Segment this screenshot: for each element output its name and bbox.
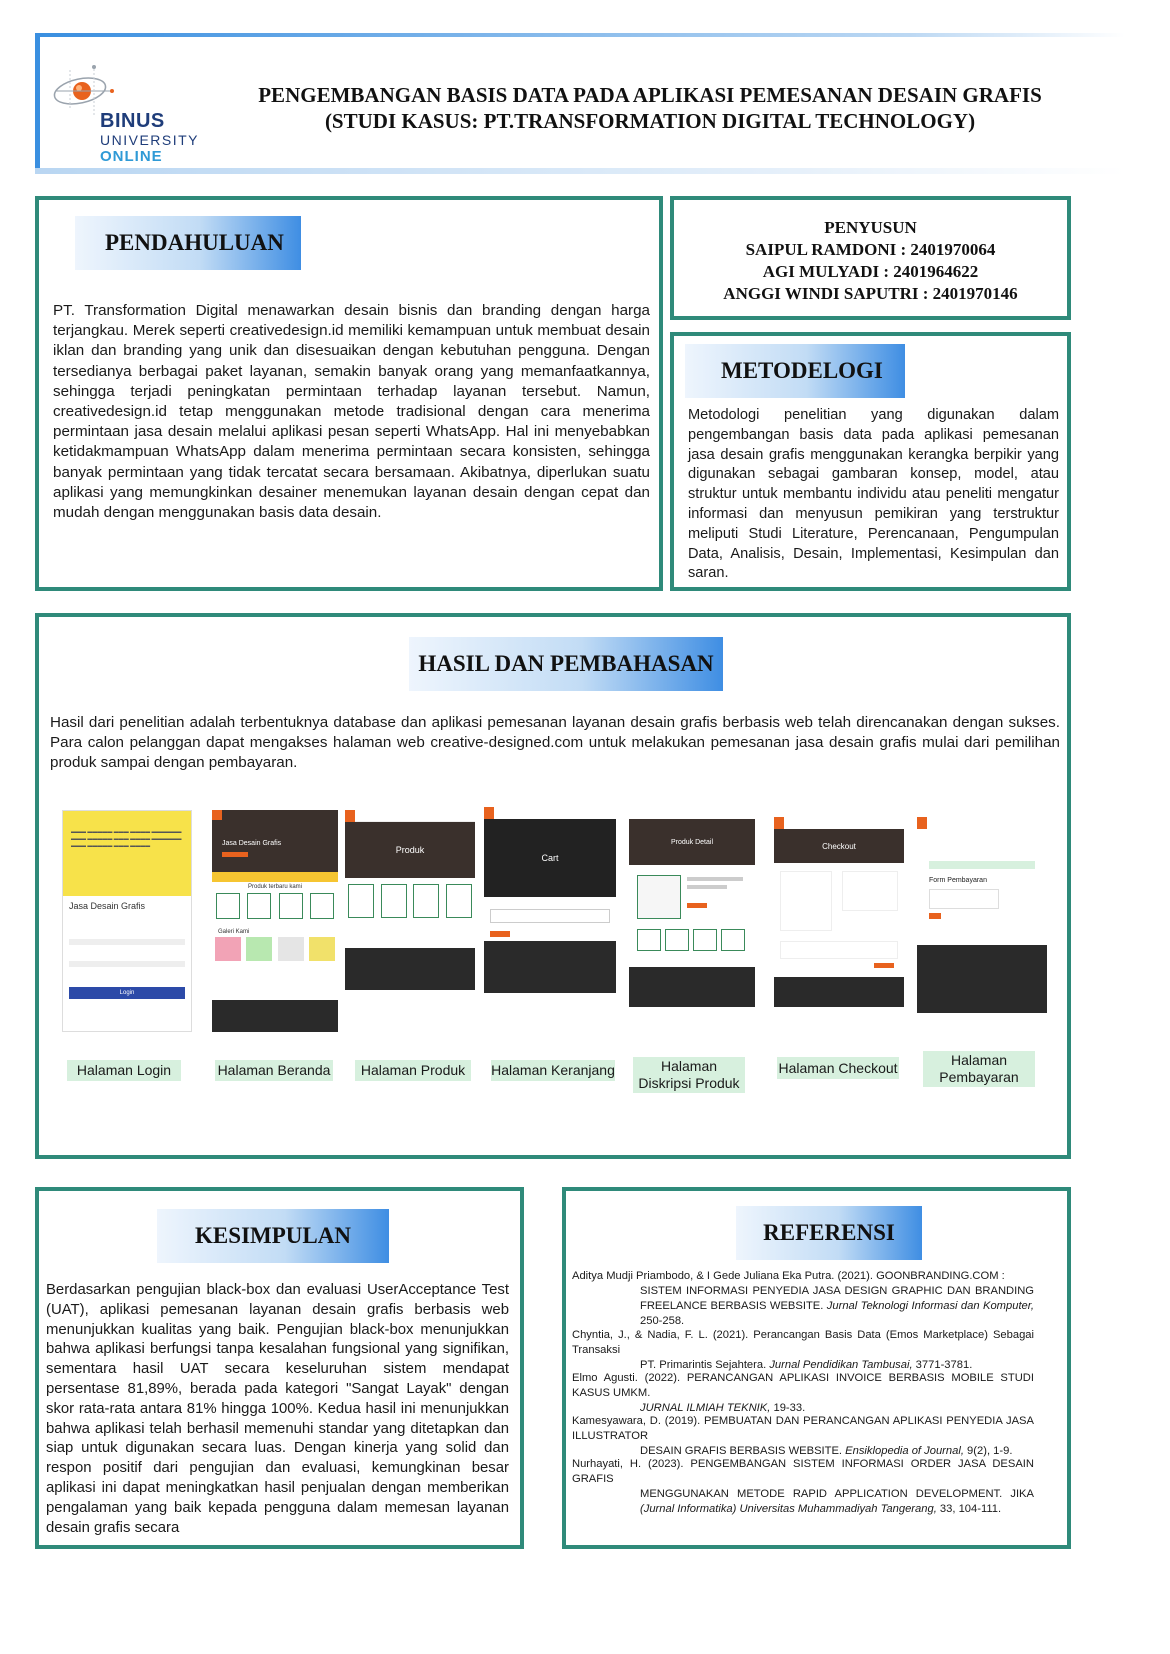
reference-journal: Jurnal Pendidikan Tambusai, <box>766 1359 913 1371</box>
hasil-title: HASIL DAN PEMBAHASAN <box>409 637 723 691</box>
produk-page-screenshot <box>345 810 475 990</box>
metodelogi-text: Metodologi penelitian yang digunakan dalam pengembangan basis data pada aplikasi pemesanan jasa desain grafis menggunakan kerangka berpikir yang digunakan sebagai gambaran konsep, model, atau struktur untuk membantu individu atau peneliti mengatur informasi dan menyusun pemikiran yang terstruktur meliputi Studi Literature, Perencanaan, Pengumpulan Data, Analisis, Desain, Implementasi, Kesimpulan dan saran. <box>688 407 1059 582</box>
label-halaman-beranda: Halaman Beranda <box>215 1060 333 1081</box>
beranda-page-screenshot <box>212 810 338 1032</box>
poster-title-line1: PENGEMBANGAN BASIS DATA PADA APLIKASI PEMESANAN DESAIN GRAFIS <box>258 83 1042 107</box>
penyusun-member: AGI MULYADI : 2401964622 <box>762 262 979 281</box>
logo-university-text: UNIVERSITY <box>100 132 200 148</box>
hasil-section <box>35 613 1071 1159</box>
reference-item <box>572 1371 1034 1416</box>
label-halaman-pembayaran: Halaman Pembayaran <box>923 1051 1035 1087</box>
login-button: Login <box>69 987 185 999</box>
checkout-hero-title: Checkout <box>774 829 904 863</box>
reference-journal: Jurnal Teknologi Informasi dan Komputer, <box>823 1300 1034 1312</box>
deskripsi-hero-title: Produk Detail <box>629 819 755 865</box>
reference-tail: 33, 104-111. <box>936 1503 1002 1515</box>
reference-rest: SISTEM INFORMASI PENYEDIA JASA DESIGN GRAPHIC DAN BRANDING FREELANCE BERBASIS WEBSITE. <box>640 1285 1034 1312</box>
reference-first-line: Elmo Agusti. (2022). PERANCANGAN APLIKASI INVOICE BERBASIS MOBILE STUDI KASUS UMKM. <box>572 1372 1034 1399</box>
reference-journal: JURNAL ILMIAH TEKNIK, <box>640 1402 771 1414</box>
logo-online-text: ONLINE <box>100 148 163 165</box>
reference-item <box>572 1414 1034 1459</box>
beranda-hero-title: Jasa Desain Grafis <box>222 840 282 847</box>
label-halaman-diskripsi-produk: Halaman Diskripsi Produk <box>633 1057 745 1093</box>
kesimpulan-text: Berdasarkan pengujian black-box dan evaluasi UserAcceptance Test (UAT), aplikasi pemesanan layanan desain grafis berbasis web menunjukkan kualitas yang baik. Pengujian black-box menunjukkan bahwa aplikasi berfungsi tanpa kesalahan fungsional yang signifikan, sementara hasil UAT secara keseluruhan sistem mendapat persentase 81,89%, berada pada kategori "Sangat Layak" dengan skor rata-rata antara 81% hingga 100%. Kedua hasil ini menunjukkan bahwa aplikasi telah berhasil memenuhi standar yang ditetapkan dan siap untuk digunakan secara luas. Dengan kinerja yang solid dan respon positif dari pengujian dan evaluasi, kemungkinan besar aplikasi ini dapat meningkatkan hasil penjualan dengan memberikan pengalaman yang baik kepada pengguna dalam memesan layanan desain grafis secara <box>46 1282 509 1536</box>
penyusun-section <box>670 196 1071 320</box>
reference-tail: 3771-3781. <box>912 1359 973 1371</box>
penyusun-member: SAIPUL RAMDONI : 2401970064 <box>745 240 996 259</box>
reference-item <box>572 1457 1034 1517</box>
kesimpulan-section <box>35 1187 524 1549</box>
reference-rest: DESAIN GRAFIS BERBASIS WEBSITE. <box>640 1445 843 1457</box>
pembayaran-page-screenshot <box>917 817 1047 1013</box>
label-halaman-checkout: Halaman Checkout <box>777 1057 899 1079</box>
deskripsi-produk-page-screenshot <box>629 819 755 1007</box>
metodelogi-title: METODELOGI <box>685 344 905 398</box>
reference-item <box>572 1328 1034 1373</box>
poster-title-line2: (STUDI KASUS: PT.TRANSFORMATION DIGITAL TECHNOLOGY) <box>324 109 976 133</box>
login-heading: Jasa Desain Grafis <box>69 901 146 911</box>
reference-tail: 19-33. <box>770 1402 806 1414</box>
checkout-page-screenshot <box>774 817 904 1007</box>
pendahuluan-text: PT. Transformation Digital menawarkan desain bisnis dan branding dengan harga terjangkau. Merek seperti creativedesign.id memiliki kemampuan untuk membuat desain iklan dan branding yang unik dan disesuaikan dengan kebutuhan pengguna. Dengan tersedianya berbagai paket layanan, semakin banyak orang yang memanfaatkannya, sehingga terjadi peningkatan permintaan terhadap layanan tersebut. Namun, creativedesign.id tetap menggunakan metode tradisional dengan cara menerima permintaan jasa desain melalui aplikasi pesan seperti WhatsApp. Hal ini menyebabkan ketidakmampuan WhatsApp dalam menerima permintaan secara konsisten, sehingga banyak permintaan yang tidak tercatat secara bersamaan. Akibatnya, diperlukan suatu aplikasi yang memungkinkan desainer menemukan layanan desain dengan cepat dan mudah dengan menggunakan basis data desain. <box>53 302 650 522</box>
pendahuluan-title: PENDAHULUAN <box>75 216 301 270</box>
reference-first-line: Chyntia, J., & Nadia, F. L. (2021). Perancangan Basis Data (Emos Marketplace) Sebagai Transaksi <box>572 1329 1034 1356</box>
reference-journal: (Jurnal Informatika) Universitas Muhammadiyah Tangerang, <box>640 1503 937 1515</box>
label-halaman-login: Halaman Login <box>67 1060 181 1081</box>
penyusun-title: PENYUSUN <box>824 218 917 237</box>
reference-journal: Ensiklopedia of Journal, <box>842 1445 964 1457</box>
referensi-title: REFERENSI <box>736 1206 922 1260</box>
reference-first-line: Kamesyawara, D. (2019). PEMBUATAN DAN PERANCANGAN APLIKASI PENYEDIA JASA ILLUSTRATOR <box>572 1415 1034 1442</box>
beranda-subtitle: Produk terbaru kami <box>247 884 303 890</box>
reference-first-line: Aditya Mudji Priambodo, & I Gede Juliana Eka Putra. (2021). GOONBRANDING.COM : <box>572 1270 1005 1282</box>
header-accent-line <box>40 33 1125 37</box>
keranjang-page-screenshot <box>484 807 616 993</box>
beranda-gallery-title: Galeri Kami <box>218 929 250 935</box>
produk-hero-title: Produk <box>345 822 475 878</box>
penyusun-member: ANGGI WINDI SAPUTRI : 2401970146 <box>723 284 1018 303</box>
kesimpulan-title: KESIMPULAN <box>157 1209 389 1263</box>
label-halaman-keranjang: Halaman Keranjang <box>491 1060 615 1081</box>
poster-header <box>35 33 1120 168</box>
label-halaman-produk: Halaman Produk <box>355 1060 471 1081</box>
login-page-screenshot: ▬▬▬ ▬▬▬▬▬ ▬▬▬ ▬▬▬▬ ▬▬▬▬▬▬ ▬▬▬ ▬▬▬▬▬ ▬▬▬ ▬▬▬▬ ▬▬▬▬▬▬ ▬▬▬ ▬▬▬▬▬ ▬▬▬ ▬▬▬▬ Jasa Desain Grafis Login <box>62 810 192 1032</box>
reference-rest: MENGGUNAKAN METODE RAPID APPLICATION DEVELOPMENT. JIKA <box>640 1488 1034 1500</box>
logo-binus-text: BINUS <box>100 110 165 132</box>
pendahuluan-section <box>35 196 663 591</box>
reference-rest: PT. Primarintis Sejahtera. <box>640 1359 767 1371</box>
hasil-text: Hasil dari penelitian adalah terbentuknya database dan aplikasi pemesanan layanan desain grafis berbasis web telah direncanakan dengan sukses. Para calon pelanggan dapat mengakses halaman web creative-designed.com untuk melakukan pemesanan jasa desain grafis mulai dari pemilihan produk sampai dengan pembayaran. <box>50 714 1060 772</box>
cart-hero-title: Cart <box>484 819 616 897</box>
reference-tail: 250-258. <box>640 1315 685 1327</box>
reference-item <box>572 1269 1034 1329</box>
metodelogi-section <box>670 332 1071 591</box>
pembayaran-form-title: Form Pembayaran <box>929 877 987 884</box>
reference-tail: 9(2), 1-9. <box>963 1445 1013 1457</box>
reference-first-line: Nurhayati, H. (2023). PENGEMBANGAN SISTEM INFORMASI ORDER JASA DESAIN GRAFIS <box>572 1458 1034 1485</box>
